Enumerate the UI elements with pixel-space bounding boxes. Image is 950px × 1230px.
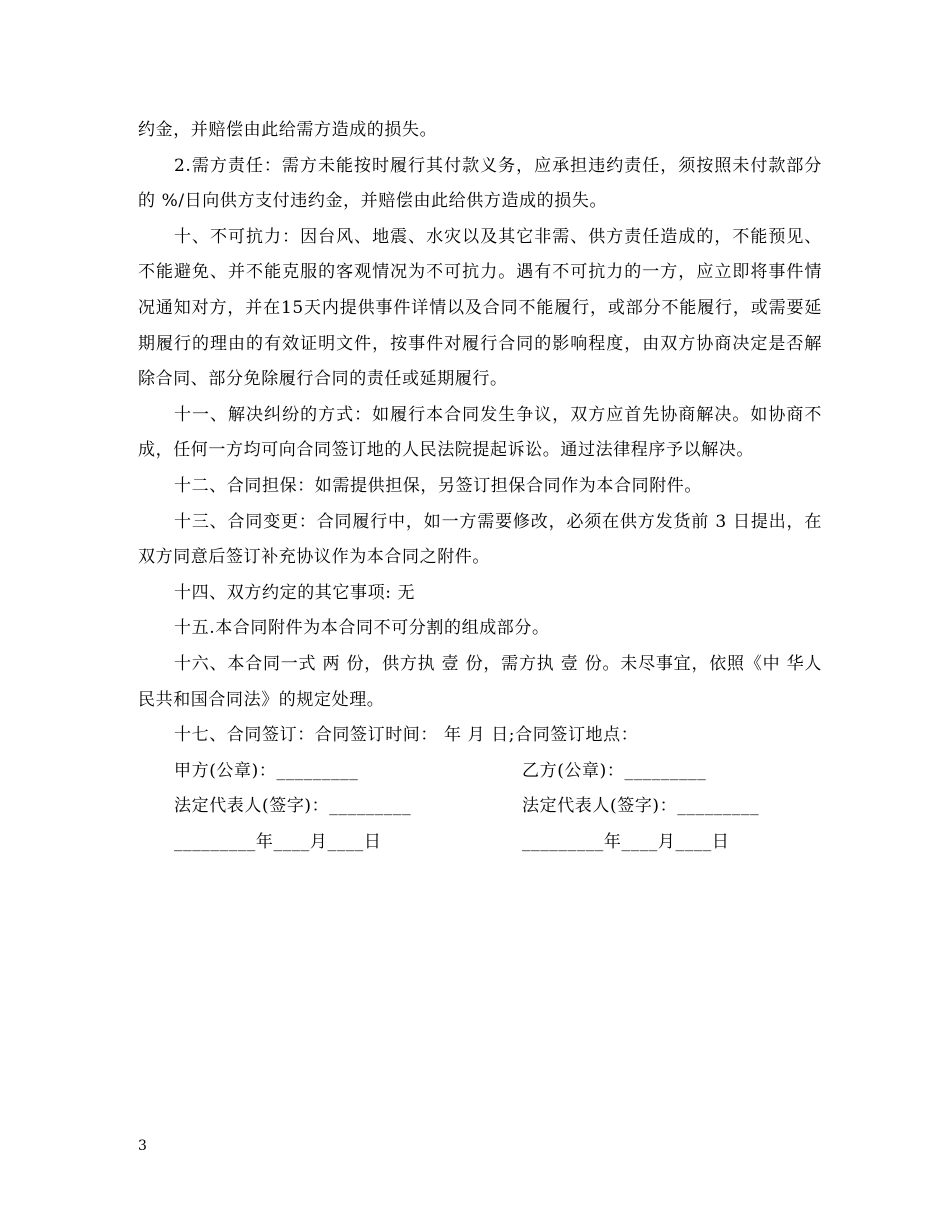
signature-row-representative: [138, 789, 822, 825]
party-a-seal-field: 甲方(公章)：_________: [174, 760, 359, 781]
document-body: [138, 113, 822, 860]
party-a-date-field: _________年____月____日: [174, 831, 382, 852]
party-b-date-field: _________年____月____日: [522, 831, 730, 852]
paragraph-copies: 十六、本合同一式 两 份，供方执 壹 份，需方执 壹 份。未尽事宜，依照《中 华人民共和国合同法》的规定处理。: [138, 653, 822, 710]
page-number: 3: [138, 1138, 147, 1154]
paragraph-contract-change: 十三、合同变更：合同履行中，如一方需要修改，必须在供方发货前 3 日提出，在双方同意后签订补充协议作为本合同之附件。: [138, 511, 822, 568]
signature-row-date: [138, 825, 822, 861]
party-b-seal-field: 乙方(公章)：_________: [522, 760, 707, 781]
paragraph-dispute-resolution: 十一、解决纠纷的方式：如履行本合同发生争议，双方应首先协商解决。如协商不成，任何一方均可向合同签订地的人民法院提起诉讼。通过法律程序予以解决。: [138, 404, 822, 461]
paragraph-attachments: 十五.本合同附件为本合同不可分割的组成部分。: [174, 618, 550, 639]
paragraph-contract-guarantee: 十二、合同担保：如需提供担保，另签订担保合同作为本合同附件。: [174, 475, 702, 496]
paragraph-penalty-continuation: 约金，并赔偿由此给需方造成的损失。: [138, 120, 438, 140]
paragraph-buyer-liability: 2.需方责任：需方未能按时履行其付款义务，应承担违约责任，须按照未付款部分的 %/日向供方支付违约金，并赔偿由此给供方造成的损失。: [138, 155, 822, 212]
signature-row-seal: [138, 754, 822, 790]
paragraph-force-majeure: 十、不可抗力：因台风、地震、水灾以及其它非需、供方责任造成的，不能预见、不能避免、并不能克服的客观情况为不可抗力。遇有不可抗力的一方，应立即将事件情况通知对方，并在15天内提供事件详情以及合同不能履行，或部分不能履行，或需要延期履行的理由的有效证明文件，按事件对履行合同的影响程度，由双方协商决定是否解除合同、部分免除履行合同的责任或延期履行。: [138, 226, 822, 390]
party-a-representative-field: 法定代表人(签字)：_________: [174, 796, 412, 817]
paragraph-other-matters: 十四、双方约定的其它事项: 无: [174, 582, 416, 603]
paragraph-signing-info: 十七、合同签订：合同签订时间： 年 月 日;合同签订地点：: [174, 725, 639, 746]
party-b-representative-field: 法定代表人(签字)：_________: [522, 796, 760, 817]
